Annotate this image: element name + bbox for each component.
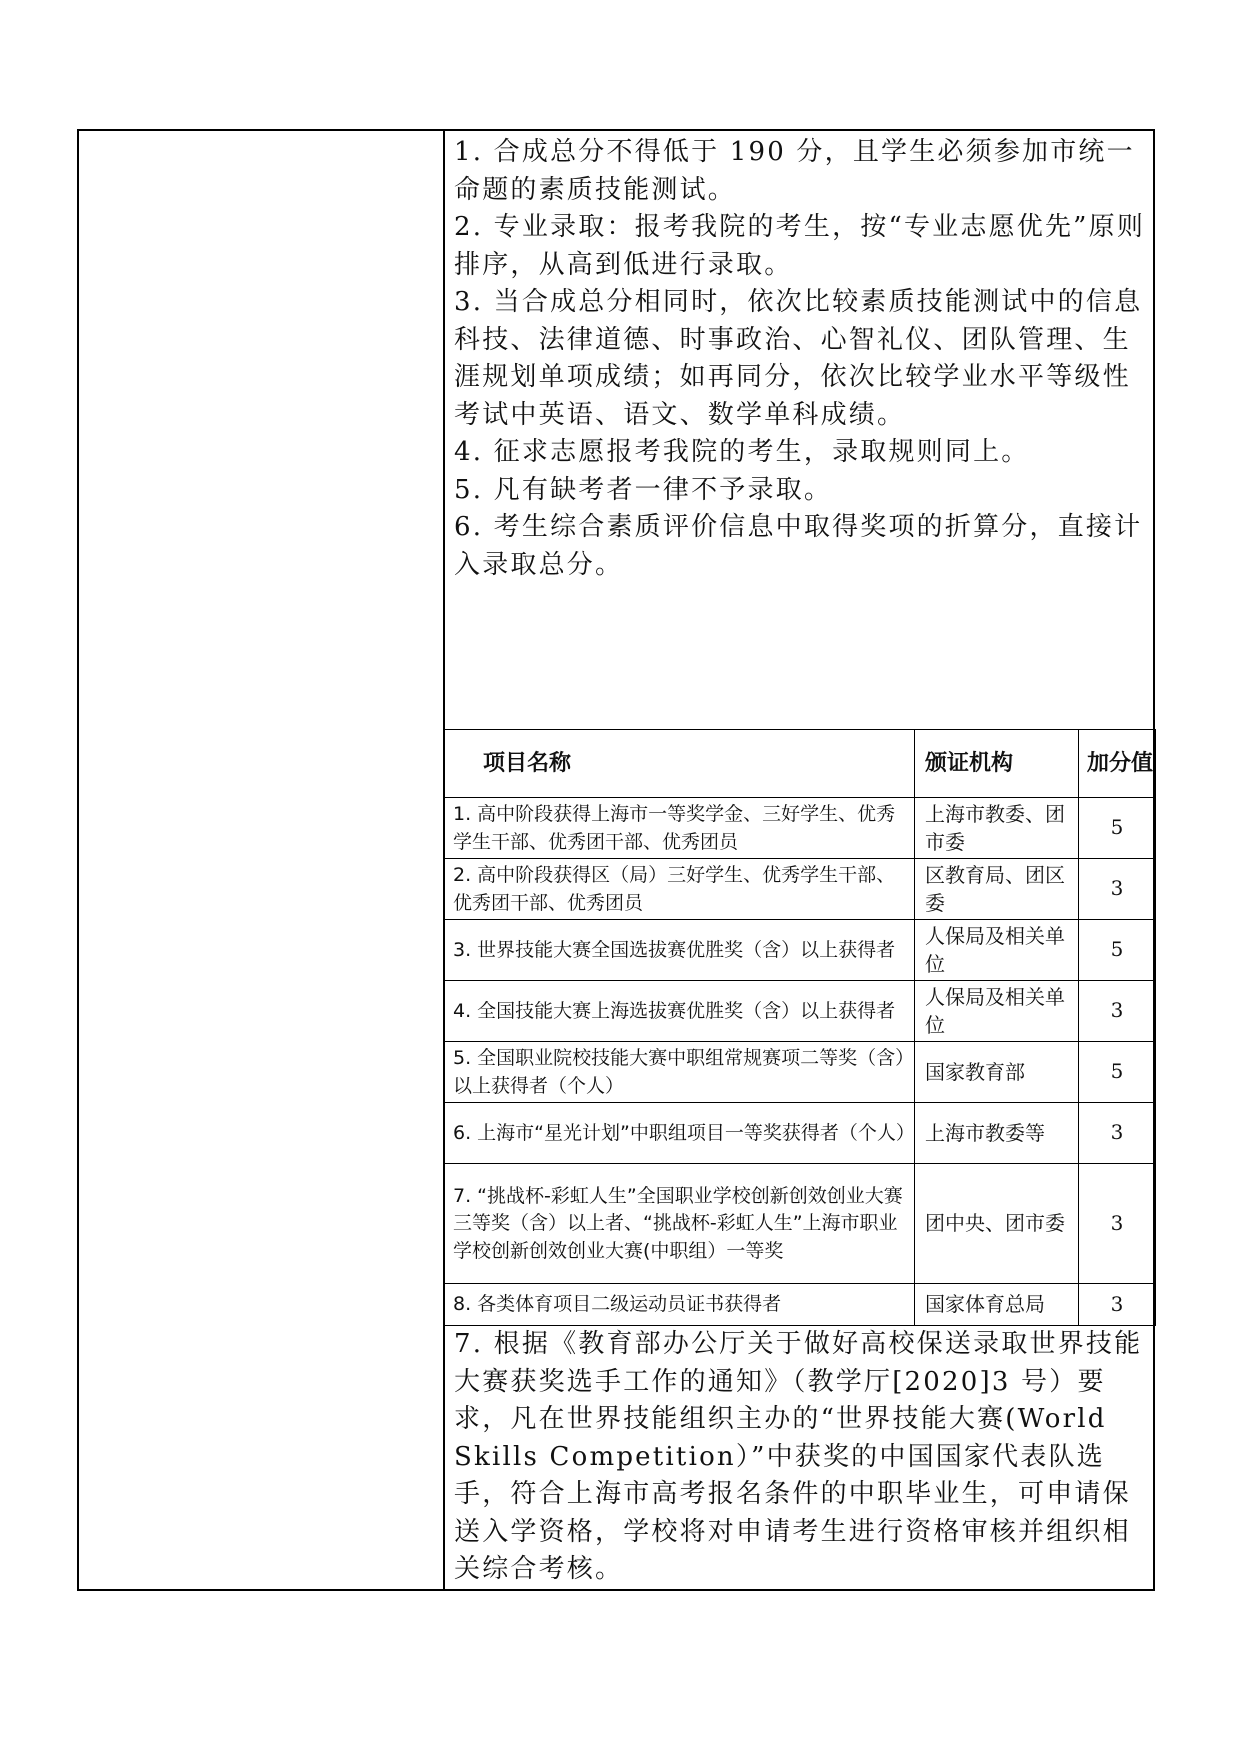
award-org: 上海市教委等	[915, 1103, 1079, 1164]
table-row	[445, 1103, 1156, 1164]
recommendation-note	[454, 1326, 1148, 1589]
table-header-row	[445, 730, 1156, 798]
note-text: 7. 根据《教育部办公厅关于做好高校保送录取世界技能大赛获奖选手工作的通知》（教学厅[2020]3 号）要求，凡在世界技能组织主办的“世界技能大赛(World Skills Competition）”中获奖的中国国家代表队选手，符合上海市高考报名条件的中职毕业生，可申请保送入学资格，学校将对申请考生进行资格审核并组织相关综合考核。	[454, 1329, 1143, 1584]
award-score: 5	[1079, 1042, 1156, 1103]
award-score: 5	[1079, 920, 1156, 981]
award-org: 人保局及相关单位	[915, 920, 1079, 981]
award-name: 7. “挑战杯-彩虹人生”全国职业学校创新创效创业大赛三等奖（含）以上者、“挑战杯-彩虹人生”上海市职业学校创新创效创业大赛(中职组）一等奖	[445, 1164, 915, 1284]
header-issuing-authority: 颁证机构	[915, 730, 1079, 798]
rule-item: 2. 专业录取：报考我院的考生，按“专业志愿优先”原则排序，从高到低进行录取。	[454, 212, 1146, 280]
award-name: 2. 高中阶段获得区（局）三好学生、优秀学生干部、优秀团干部、优秀团员	[445, 859, 915, 920]
table-row	[445, 920, 1156, 981]
award-org: 区教育局、团区委	[915, 859, 1079, 920]
admission-rules-table	[77, 129, 1155, 1591]
table-row	[445, 981, 1156, 1042]
award-name: 1. 高中阶段获得上海市一等奖学金、三好学生、优秀学生干部、优秀团干部、优秀团员	[445, 798, 915, 859]
award-score: 5	[1079, 798, 1156, 859]
rule-item: 3. 当合成总分相同时，依次比较素质技能测试中的信息科技、法律道德、时事政治、心智礼仪、团队管理、生涯规划单项成绩；如再同分，依次比较学业水平等级性考试中英语、语文、数学单科成绩。	[454, 287, 1143, 430]
award-name: 3. 世界技能大赛全国选拔赛优胜奖（含）以上获得者	[445, 920, 915, 981]
rule-item: 5. 凡有缺考者一律不予录取。	[454, 474, 833, 505]
rule-item: 1. 合成总分不得低于 190 分，且学生必须参加市统一命题的素质技能测试。	[454, 137, 1135, 205]
award-org: 国家教育部	[915, 1042, 1079, 1103]
award-score: 3	[1079, 1164, 1156, 1284]
header-project-name: 项目名称	[445, 730, 915, 798]
admission-rules-list	[454, 134, 1148, 584]
header-bonus-points: 加分值	[1079, 730, 1156, 798]
table-row	[445, 1164, 1156, 1284]
award-score: 3	[1079, 1284, 1156, 1326]
rule-item: 4. 征求志愿报考我院的考生，录取规则同上。	[454, 437, 1030, 467]
award-name: 4. 全国技能大赛上海选拔赛优胜奖（含）以上获得者	[445, 981, 915, 1042]
rule-item: 6. 考生综合素质评价信息中取得奖项的折算分，直接计入录取总分。	[454, 512, 1143, 580]
award-name: 6. 上海市“星光计划”中职组项目一等奖获得者（个人）	[445, 1103, 915, 1164]
award-score: 3	[1079, 981, 1156, 1042]
award-score: 3	[1079, 1103, 1156, 1164]
award-name: 8. 各类体育项目二级运动员证书获得者	[445, 1284, 915, 1326]
award-score: 3	[1079, 859, 1156, 920]
award-org: 人保局及相关单位	[915, 981, 1079, 1042]
table-row	[445, 859, 1156, 920]
award-org: 团中央、团市委	[915, 1164, 1079, 1284]
table-row	[445, 1284, 1156, 1326]
award-name: 5. 全国职业院校技能大赛中职组常规赛项二等奖（含）以上获得者（个人）	[445, 1042, 915, 1103]
award-bonus-table	[444, 729, 1156, 1326]
table-row	[445, 798, 1156, 859]
award-org: 上海市教委、团市委	[915, 798, 1079, 859]
award-org: 国家体育总局	[915, 1284, 1079, 1326]
table-row	[445, 1042, 1156, 1103]
